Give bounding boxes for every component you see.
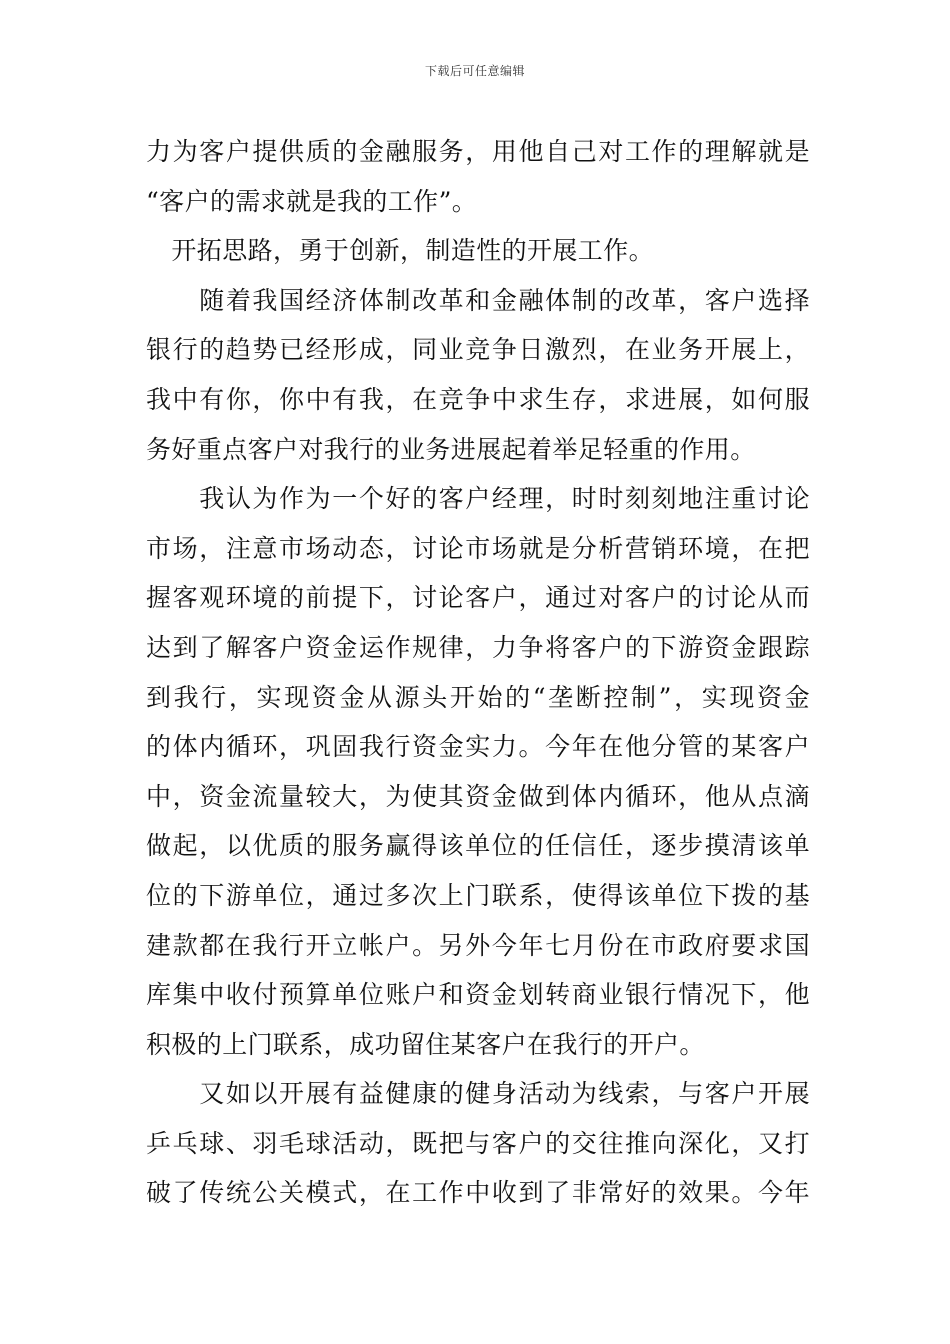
text-line: 握客观环境的前提下，讨论客户，通过对客户的讨论从而 [146, 583, 810, 613]
text-line: 我认为作为一个好的客户经理，时时刻刻地注重讨论 [146, 484, 810, 514]
text-line: 银行的趋势已经形成，同业竞争日激烈，在业务开展上， [146, 335, 810, 365]
text-line: 乒乓球、羽毛球活动，既把与客户的交往推向深化，又打 [146, 1128, 810, 1158]
page-header: 下载后可任意编辑 [424, 64, 525, 78]
text-line: 开拓思路，勇于创新，制造性的开展工作。 [146, 236, 655, 266]
text-line: 中，资金流量较大，为使其资金做到体内循环，他从点滴 [146, 781, 810, 811]
text-line: 我中有你，你中有我，在竞争中求生存，求进展，如何服 [146, 384, 810, 414]
text-line: 位的下游单位，通过多次上门联系，使得该单位下拨的基 [146, 880, 810, 910]
text-line: 建款都在我行开立帐户。另外今年七月份在市政府要求国 [146, 930, 810, 960]
text-line: 的体内循环，巩固我行资金实力。今年在他分管的某客户 [146, 732, 810, 762]
text-line: 到我行，实现资金从源头开始的“垄断控制”，实现资金 [146, 682, 810, 712]
text-line: 务好重点客户对我行的业务进展起着举足轻重的作用。 [146, 434, 756, 464]
text-line: 随着我国经济体制改革和金融体制的改革，客户选择 [146, 285, 810, 315]
text-line: 又如以开展有益健康的健身活动为线索，与客户开展 [146, 1079, 810, 1109]
text-line: 达到了解客户资金运作规律，力争将客户的下游资金跟踪 [146, 632, 810, 662]
text-line: 做起，以优质的服务赢得该单位的任信任，逐步摸清该单 [146, 831, 810, 861]
text-line: 市场，注意市场动态，讨论市场就是分析营销环境，在把 [146, 533, 810, 563]
text-line: “客户的需求就是我的工作”。 [146, 186, 478, 216]
text-line: 积极的上门联系，成功留住某客户在我行的开户。 [146, 1029, 705, 1059]
text-line: 库集中收付预算单位账户和资金划转商业银行情况下，他 [146, 980, 810, 1010]
document-body [146, 127, 810, 1218]
text-line: 破了传统公关模式，在工作中收到了非常好的效果。今年 [146, 1178, 810, 1208]
text-line: 力为客户提供质的金融服务，用他自己对工作的理解就是 [146, 137, 810, 166]
